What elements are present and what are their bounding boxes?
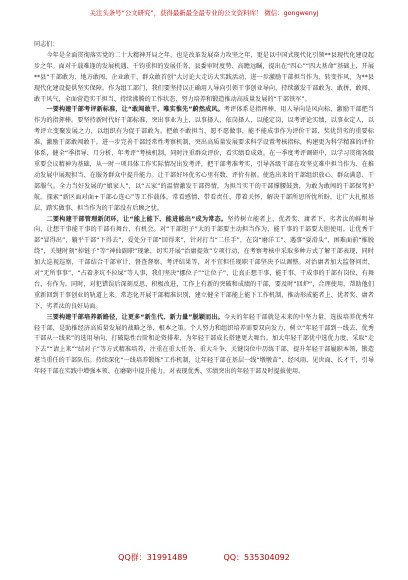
section-3-text: 今天的年轻干部就是未来的中坚力量，选拔培养优秀年轻干部，是助推经济高质量发展的战略之举，根本之策。个人努力和组织培养需要双向发力，树立“年轻干部到一线去、优秀干部从一线来”的选用导向，打破隐性台阶和论资排辈，为年轻干部成长搭建更大舞台。加大年轻干部优中选优力度，采取“走下去”“请上来”“结对子”等方式精准培养，注重在重大任务、重大斗争、关键岗位中历练干部，提升年轻干部履职本领，锻造堪当重任的干部队伍。持续深化“一线培养锻炼”工作机制，让年轻干部在基层一线“墩墩苗”、经风雨、见世面、长才干，引导年轻干部在实践中增强本领、在磨砺中提升能力，对表现优秀、实绩突出的年轻干部及时提拔使用。	[34, 313, 374, 376]
section-2-heading: 二要构建干部管理新闭环，让“能上能下、能进能出”成为常态。	[46, 215, 228, 223]
paragraph-section-1	[34, 105, 374, 214]
greeting: 同志们：	[34, 41, 59, 48]
section-1-text: 考评体系是指挥棒，用人导向是风向标，激励干部把当作为的指挥棒。要坚持新时代好干部标准，突出事业为上，以事择人，依岗择人，以能定岗，以考评论实绩，以事业定人，以考评立变聚发展之力，以组织有为促干部敢为。把敢不敢担当、愿不愿做事，能不能成事作为评价干部、奖优罚劣的重要标准，激励干部敢闯敢干。进一步完善干部经常性考察机制，突出高质量发展要求科学设置考核指标，构建更为科学精准的评价体系，健全“季指导、月分析、年考评”考核机制，同时注重群众评价，看实绩看成效。在一季度考评调研中，以学习贯彻各级重要会议精神为基础，从一时一项具体工作实际情况出发考评，把干部考准考实，引导各级干部在攻坚克难中担当作为、在推动发展中展现担当、在服务群众中提升能力。让干部好坏优劣心里有数、评价有据。使选出来的干部组织放心、群众满意、干部服气。全力当好发展的“娘家人”，以“五家”的温情激发干部热情，为担当实干的干部撑腰鼓劲，为敢为敢闯的干部保驾护航。探索“新区面对面+干部心连心”等工作载体，常看感情、带看责任、带着关怀，解决干部所思所忧所盼，让广大扎根基层、踏实做事、担当作为的干部没有后顾之忧。	[34, 106, 374, 212]
footer-qq-group: QQ群：31991489	[118, 553, 188, 562]
footer-qq-number: QQ：535304092	[223, 553, 290, 562]
paragraph-section-3	[34, 313, 374, 378]
paragraph-intro-text: 今年是全面贯彻落实党的二十大精神开局之年，也是改革发展奋力攻坚之年，更是以中国式现代化引领**县现代化建设起步之年。面对千载难逢的发展机遇、千钧重担的发展任务，县委审时度势、高瞻远瞩，提出在“四心”“四大基命”基础上，开展**县“干部敢为、地方敢闯、企业敢干、群众敢首创”大讨论大走访大实践活动，进一步激励干部担当作为、转变作风，为**县现代化建设提供坚实保障。作为组工部门，我们要坚持以正确用人导向引领干事创业导向，持续激发干部敢为、敢拼、敢闯、敢干风气，全面营造实干担当、持续沸腾的工作状态，努力培养和锻造推动高质量发展的“干部铁军”。	[34, 51, 374, 103]
section-3-heading: 三要构建干部培养新路径，让更多“新生代、新力量”脱颖而出。	[46, 313, 224, 321]
section-1-heading: 一要构建干部考评新标准，让“敢闯敢干、唯实惟先”蔚然成风。	[46, 106, 224, 114]
header-banner: 关注头条号“公文研究”，获得最新最全最专业的公文资料库！ 微信：gongwenyj	[89, 9, 319, 17]
document-body	[34, 40, 374, 378]
paragraph-intro	[34, 51, 374, 106]
paragraph-section-2	[34, 215, 374, 313]
section-2-text: 坚持树立能者上、优者奖、庸者下、劣者汰的鲜明导向，让想干事能干事的干部有舞台、有机会。对“干部胆子”大的干部要主动担当作为，能干事的干部要大胆使用。让优秀干部“冒得出”、躺平干部“下得去”，爱处分干部“回得来”，针对打当“二任手”，在岗“磨洋工”、遇事“耍滑头”，困难面前“推脱绕”，关键时刻“掉链子”等“神仙副职”现象，切实开展“治庸提效”专项行动，在考察考核中采取多种方式了解干部表现，同时加大巡视巡察，干部结合干部审计、督查督察、考评结果等，对不宜担任现职干部坚决予以调整。对治庸者加大监督问责，对“无所事事”、“占着茅坑不拉屎”等人事，我们坚决“挪位子”“让位子”，让真正想干事、能干事、干成事的干部有岗位、有舞台、有作为。同时，对犯错误后深刻反思、积极改进、工作上有新的突破和成绩的干部，要及时“回炉”，合理使用，帮助他们重新回到干事创业的轨道上来。常态化开展干部精准识别，建立健全干部能上能下工作机制，推动形成能者上、优者奖、庸者下、劣者汰的良好局面。	[34, 215, 374, 310]
footer-contacts	[0, 548, 408, 568]
